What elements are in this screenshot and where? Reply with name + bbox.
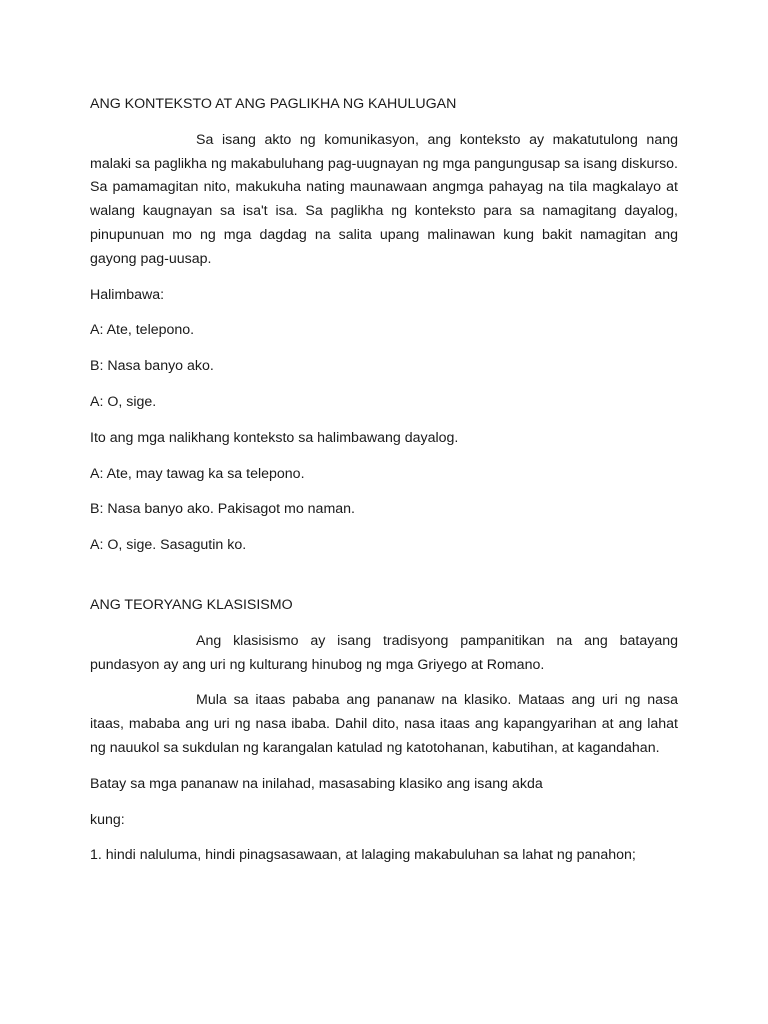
document-page: [90, 93, 678, 880]
dialog-line: A: Ate, telepono.: [90, 322, 195, 339]
context-dialog-line: A: Ate, may tawag ka sa telepono.: [90, 465, 305, 482]
context-intro: Ito ang mga nalikhang konteksto sa halimbawang dayalog.: [90, 429, 459, 446]
kung-label: kung:: [90, 811, 125, 828]
list-item: 1. hindi naluluma, hindi pinagsasawaan, at lalaging makabuluhan sa lahat ng panahon;: [90, 847, 636, 864]
context-dialog-line: B: Nasa banyo ako. Pakisagot mo naman.: [90, 501, 355, 518]
basis-line: Batay sa mga pananaw na inilahad, masasabing klasiko ang isang akda: [90, 775, 543, 792]
context-dialog-line: A: O, sige. Sasagutin ko.: [90, 537, 247, 554]
dialog-line: B: Nasa banyo ako.: [90, 358, 214, 375]
example-label: Halimbawa:: [90, 286, 165, 303]
dialog-line: A: O, sige.: [90, 393, 157, 410]
section-heading-klasisismo: ANG TEORYANG KLASISISMO: [90, 596, 293, 613]
section-spacer: [90, 570, 678, 594]
paragraph-konteksto: Sa isang akto ng komunikasyon, ang konteksto ay makatutulong nang malaki sa paglikha ng makabuluhang pag-uugnayan ng mga pangungusap sa isang diskurso. Sa pamamagitan nito, makukuha nating maunawaan angmga pahayag na tila magkalayo at walang kaugnayan sa isa't isa. Sa paglikha ng konteksto para sa namagitang dayalog, pinupunuan mo ng mga dagdag na salita upang malinawan kung bakit namagitan ang gayong pag-uusap.: [90, 131, 678, 267]
paragraph-klasisismo-pananaw: Mula sa itaas pababa ang pananaw na klasiko. Mataas ang uri ng nasa itaas, mababa ang uri ng nasa ibaba. Dahil dito, nasa itaas ang kapangyarihan at ang lahat ng nauukol sa sukdulan ng karangalan katulad ng katotohanan, kabutihan, at kagandahan.: [90, 692, 678, 756]
paragraph-klasisismo-definition: Ang klasisismo ay isang tradisyong pampanitikan na ang batayang pundasyon ay ang uri ng kulturang hinubog ng mga Griyego at Romano.: [90, 632, 678, 673]
section-heading-konteksto: ANG KONTEKSTO AT ANG PAGLIKHA NG KAHULUGAN: [90, 96, 457, 112]
